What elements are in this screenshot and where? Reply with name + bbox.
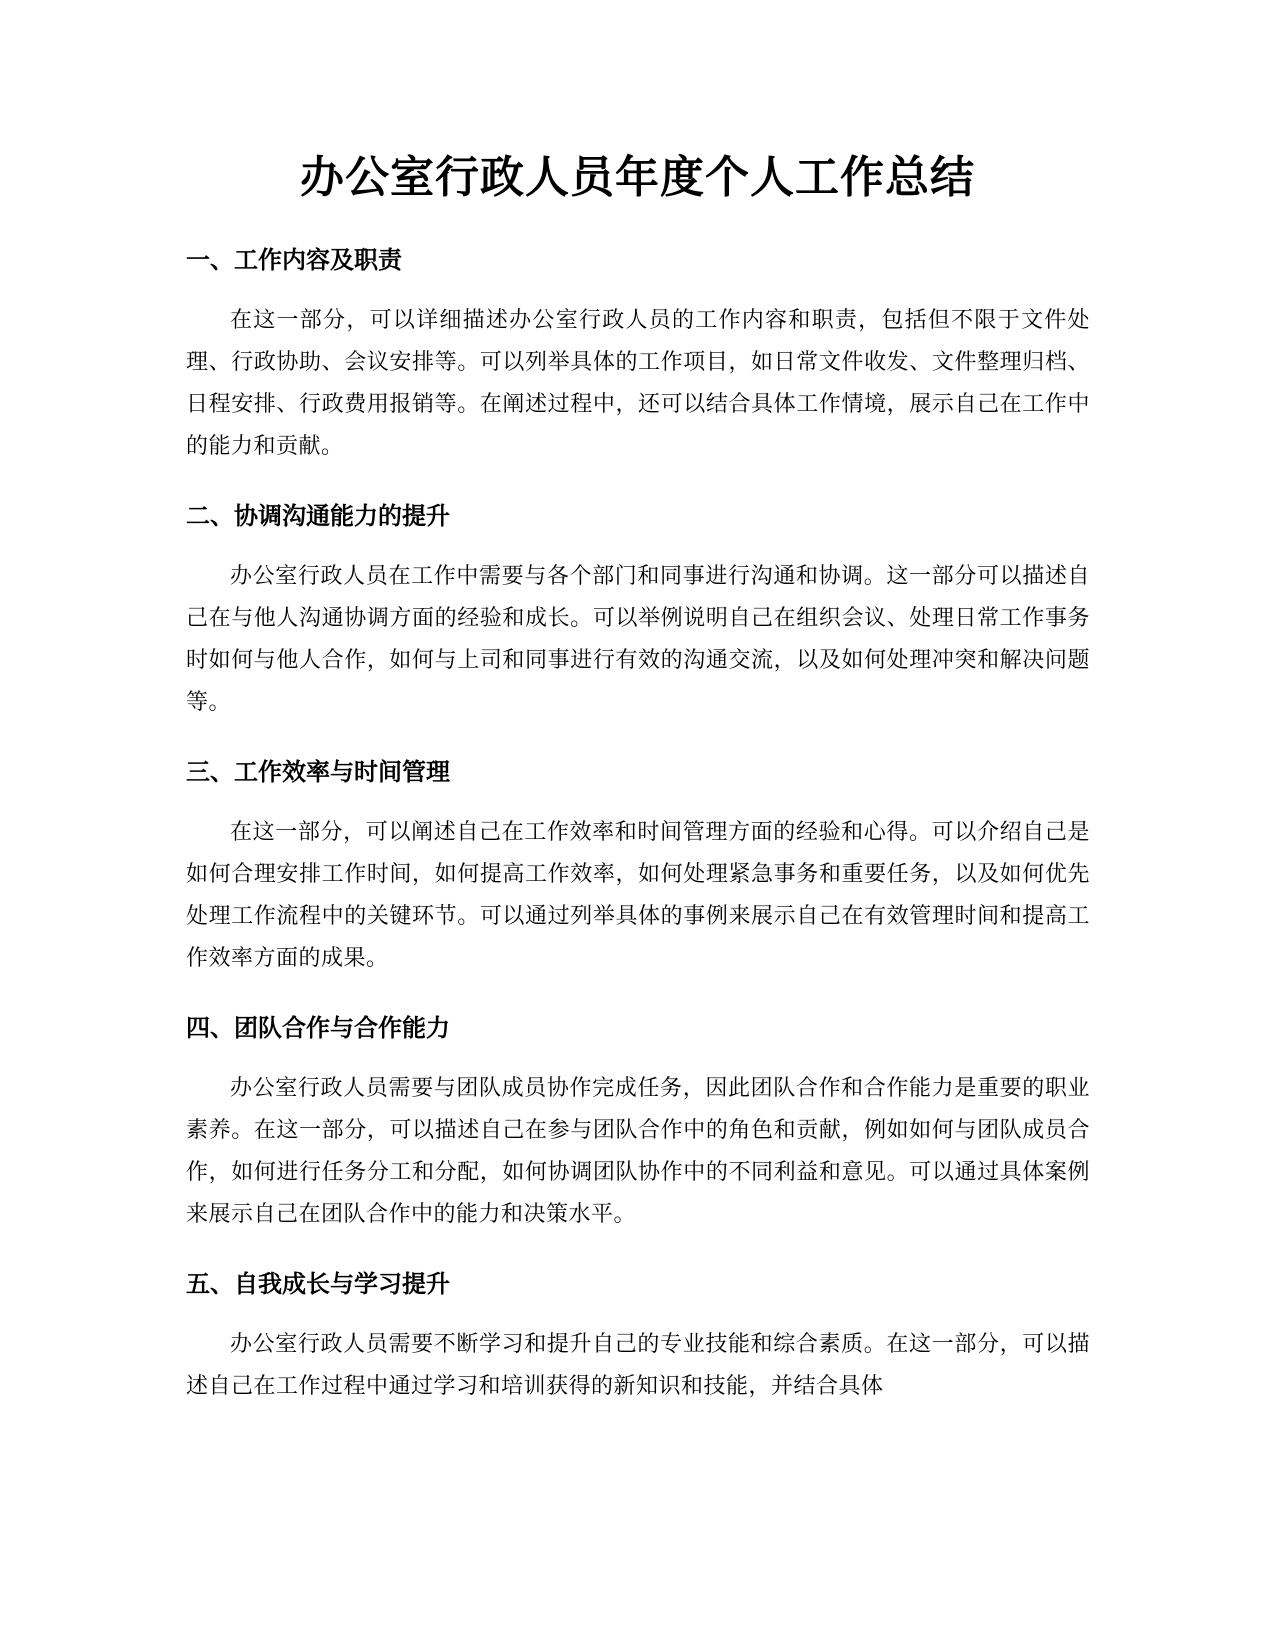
- section-communication: [186, 496, 1090, 724]
- section-paragraph: 在这一部分，可以详细描述办公室行政人员的工作内容和职责，包括但不限于文件处理、行政协助、会议安排等。可以列举具体的工作项目，如日常文件收发、文件整理归档、日程安排、行政费用报销等。在阐述过程中，还可以结合具体工作情境，展示自己在工作中的能力和贡献。: [186, 308, 1090, 459]
- section-heading: 四、团队合作与合作能力: [186, 1014, 450, 1042]
- document-title: 办公室行政人员年度个人工作总结: [300, 152, 975, 203]
- document-body: [186, 240, 1090, 1436]
- section-work-content: [186, 240, 1090, 468]
- section-teamwork: [186, 1008, 1090, 1236]
- section-paragraph: 在这一部分，可以阐述自己在工作效率和时间管理方面的经验和心得。可以介绍自己是如何合理安排工作时间，如何提高工作效率，如何处理紧急事务和重要任务，以及如何优先处理工作流程中的关键环节。可以通过列举具体的事例来展示自己在有效管理时间和提高工作效率方面的成果。: [186, 820, 1090, 971]
- section-paragraph: 办公室行政人员在工作中需要与各个部门和同事进行沟通和协调。这一部分可以描述自己在与他人沟通协调方面的经验和成长。可以举例说明自己在组织会议、处理日常工作事务时如何与他人合作，如何与上司和同事进行有效的沟通交流，以及如何处理冲突和解决问题等。: [186, 564, 1090, 715]
- section-efficiency: [186, 752, 1090, 980]
- section-paragraph: 办公室行政人员需要与团队成员协作完成任务，因此团队合作和合作能力是重要的职业素养。在这一部分，可以描述自己在参与团队合作中的角色和贡献，例如如何与团队成员合作，如何进行任务分工和分配，如何协调团队协作中的不同利益和意见。可以通过具体案例来展示自己在团队合作中的能力和决策水平。: [186, 1076, 1090, 1227]
- section-heading: 二、协调沟通能力的提升: [186, 502, 450, 530]
- section-heading: 五、自我成长与学习提升: [186, 1270, 450, 1298]
- section-paragraph: 办公室行政人员需要不断学习和提升自己的专业技能和综合素质。在这一部分，可以描述自己在工作过程中通过学习和培训获得的新知识和技能，并结合具体: [186, 1332, 1090, 1399]
- section-self-growth: [186, 1264, 1090, 1408]
- section-heading: 一、工作内容及职责: [186, 246, 402, 274]
- section-heading: 三、工作效率与时间管理: [186, 758, 450, 786]
